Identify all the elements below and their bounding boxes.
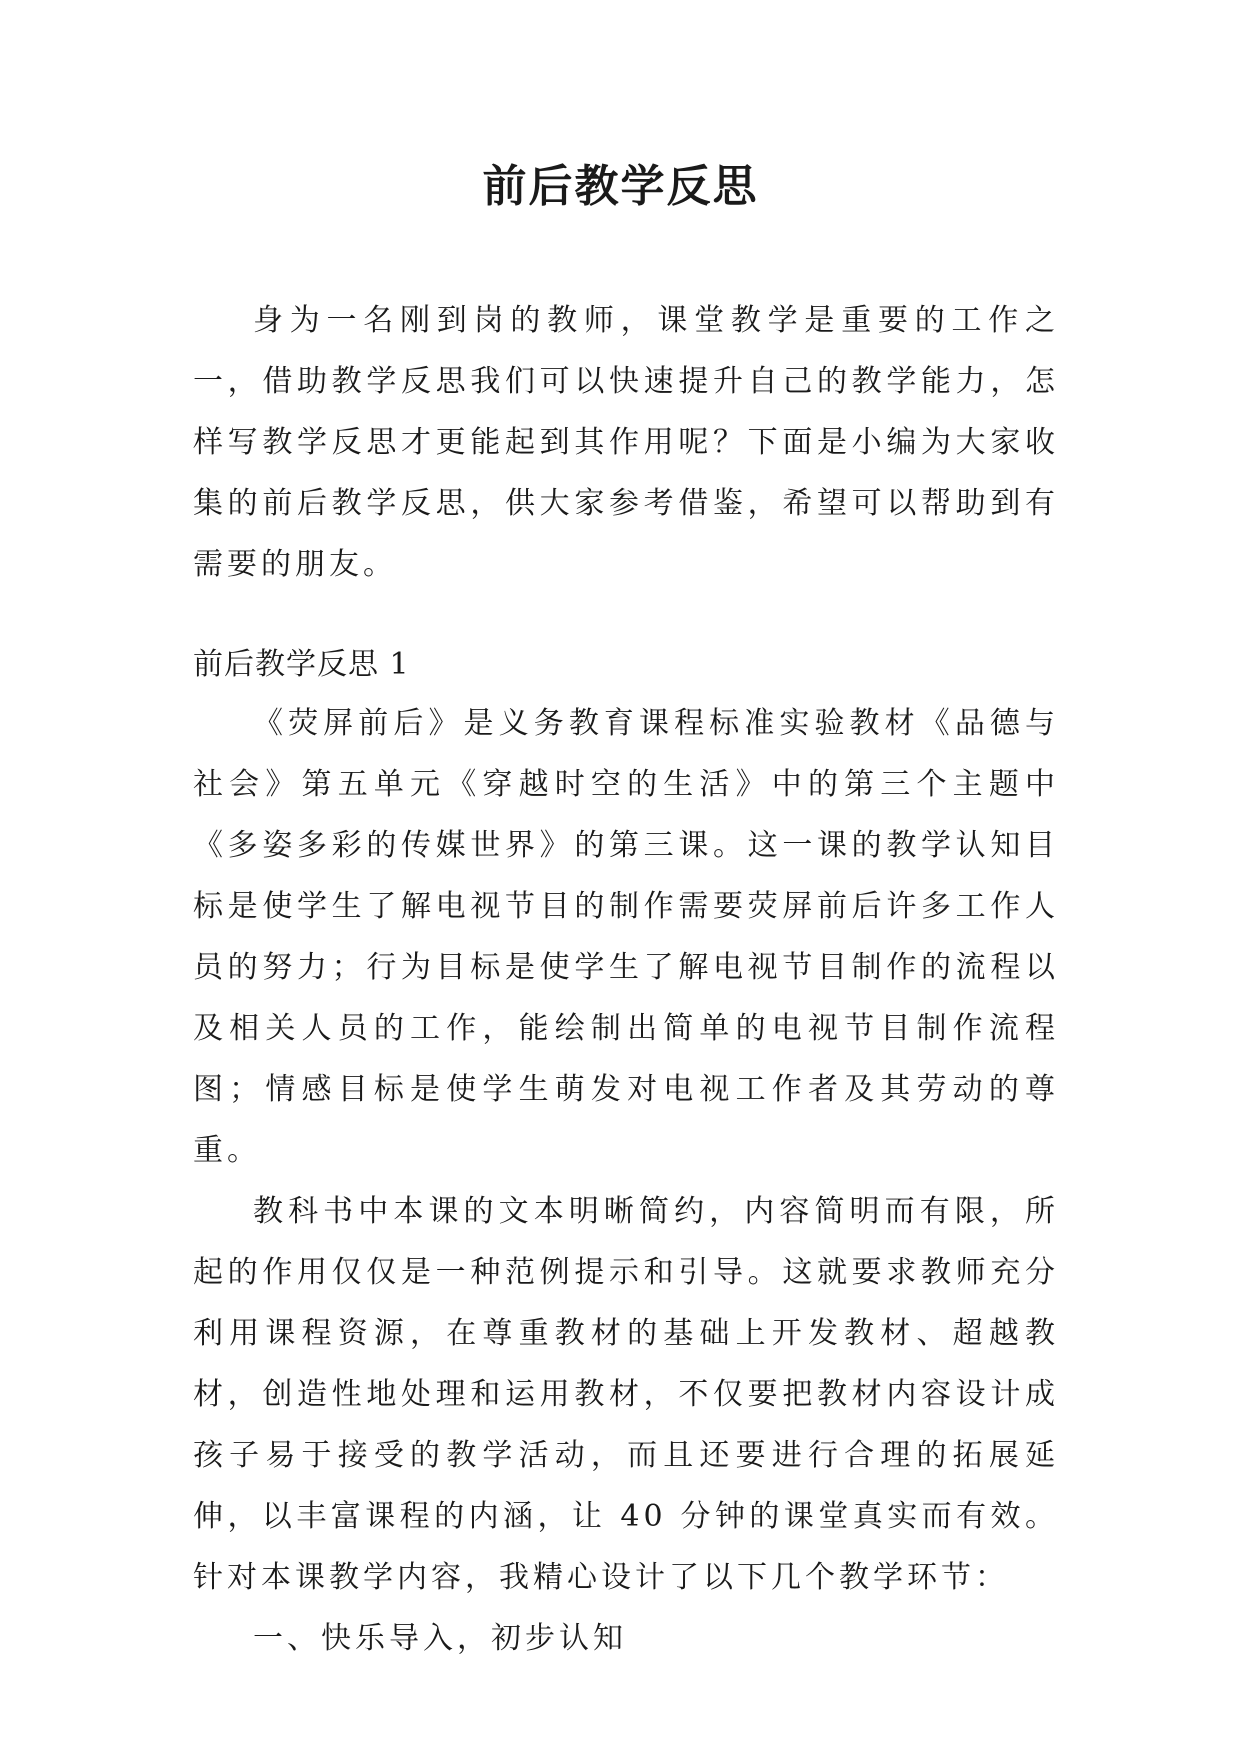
section-1: [193, 636, 1059, 1669]
subsection-heading: 一、快乐导入，初步认知: [253, 1621, 627, 1656]
body-paragraph: 《荧屏前后》是义务教育课程标准实验教材《品德与社会》第五单元《穿越时空的生活》中的第三个主题中《多姿多彩的传媒世界》的第三课。这一课的教学认知目标是使学生了解电视节目的制作需要荧屏前后许多工作人员的努力；行为目标是使学生了解电视节目制作的流程以及相关人员的工作，能绘制出简单的电视节目制作流程图；情感目标是使学生萌发对电视工作者及其劳动的尊重。: [193, 706, 1059, 1168]
intro-paragraph: 身为一名刚到岗的教师，课堂教学是重要的工作之一，借助教学反思我们可以快速提升自己的教学能力，怎样写教学反思才更能起到其作用呢？下面是小编为大家收集的前后教学反思，供大家参考借鉴，希望可以帮助到有需要的朋友。: [193, 303, 1059, 582]
intro-block: [193, 290, 1059, 595]
document-title: 前后教学反思: [482, 161, 759, 212]
section-heading: 前后教学反思 1: [193, 647, 410, 682]
body-paragraph: 教科书中本课的文本明晰简约，内容简明而有限，所起的作用仅仅是一种范例提示和引导。这就要求教师充分利用课程资源，在尊重教材的基础上开发教材、超越教材，创造性地处理和运用教材，不仅要把教材内容设计成孩子易于接受的教学活动，而且还要进行合理的拓展延伸，以丰富课程的内涵，让 40 分钟的课堂真实而有效。针对本课教学内容，我精心设计了以下几个教学环节：: [193, 1194, 1059, 1595]
